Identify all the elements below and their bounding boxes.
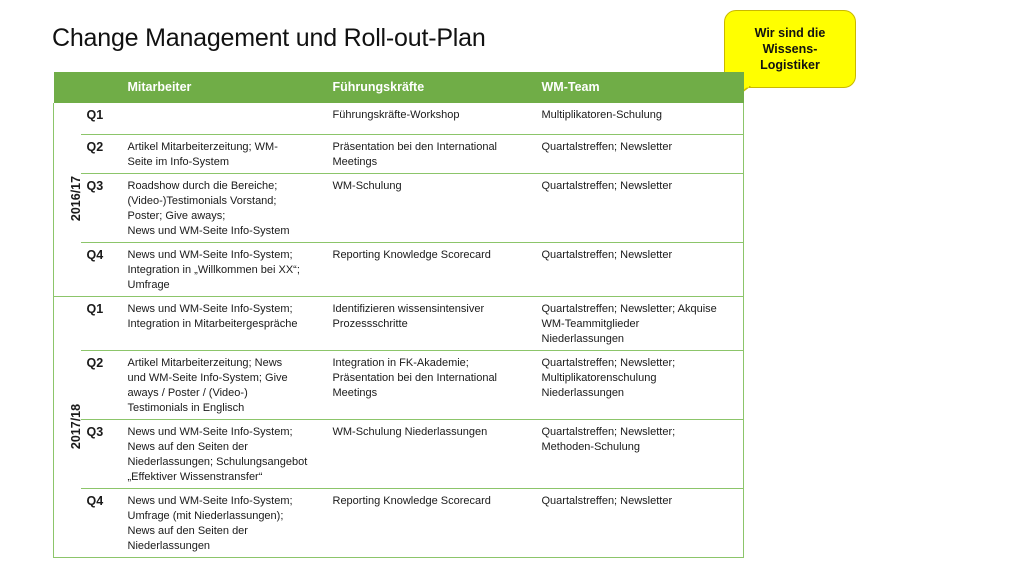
quarter-label: Q4 [81,242,123,296]
quarter-label: Q3 [81,419,123,488]
cell-mitarbeiter: Artikel Mitarbeiterzeitung; News und WM-Seite Info-System; Give aways / Poster / (Video-) Testimonials in Englisch [123,350,328,419]
year-label: 2016/17 [69,176,84,222]
header-fuehrungskraefte: Führungskräfte [328,72,537,103]
cell-mitarbeiter: Roadshow durch die Bereiche; (Video-)Testimonials Vorstand; Poster; Give aways; News und WM-Seite Info-System [123,173,328,242]
cell-fuehrungskraefte: Führungskräfte-Workshop [328,103,537,134]
cell-fuehrungskraefte: Präsentation bei den International Meetings [328,134,537,173]
cell-wm-team: Quartalstreffen; Newsletter [537,242,744,296]
cell-wm-team: Quartalstreffen; Newsletter [537,173,744,242]
cell-fuehrungskraefte: WM-Schulung Niederlassungen [328,419,537,488]
callout-text: Wir sind die Wissens-Logistiker [754,26,826,72]
cell-wm-team: Multiplikatoren-Schulung [537,103,744,134]
table-row [54,242,744,296]
cell-mitarbeiter: News und WM-Seite Info-System; News auf den Seiten der Niederlassungen; Schulungsangebot „Effektiver Wissenstransfer“ [123,419,328,488]
quarter-label: Q3 [81,173,123,242]
table-row [54,488,744,557]
cell-mitarbeiter: Artikel Mitarbeiterzeitung; WM- Seite im Info-System [123,134,328,173]
header-year-spacer [54,72,81,103]
cell-mitarbeiter: News und WM-Seite Info-System; Integration in Mitarbeitergespräche [123,296,328,350]
cell-wm-team: Quartalstreffen; Newsletter [537,488,744,557]
quarter-label: Q2 [81,350,123,419]
cell-mitarbeiter: News und WM-Seite Info-System; Integration in „Willkommen bei XX“; Umfrage [123,242,328,296]
cell-fuehrungskraefte: Reporting Knowledge Scorecard [328,242,537,296]
header-wm-team: WM-Team [537,72,744,103]
cell-fuehrungskraefte: Reporting Knowledge Scorecard [328,488,537,557]
cell-wm-team: Quartalstreffen; Newsletter [537,134,744,173]
header-quarter-spacer [81,72,123,103]
cell-mitarbeiter: News und WM-Seite Info-System; Umfrage (mit Niederlassungen); News auf den Seiten der Niederlassungen [123,488,328,557]
table-row [54,419,744,488]
year-label: 2017/18 [69,403,84,449]
table-header-row [54,72,744,103]
quarter-label: Q2 [81,134,123,173]
cell-wm-team: Quartalstreffen; Newsletter; Akquise WM-Teammitglieder Niederlassungen [537,296,744,350]
page-title: Change Management und Roll-out-Plan [52,24,486,52]
cell-fuehrungskraefte: Identifizieren wissensintensiver Prozessschritte [328,296,537,350]
cell-fuehrungskraefte: Integration in FK-Akademie; Präsentation bei den International Meetings [328,350,537,419]
quarter-label: Q1 [81,103,123,134]
table-row [54,173,744,242]
header-mitarbeiter: Mitarbeiter [123,72,328,103]
quarter-label: Q4 [81,488,123,557]
table-row [54,103,744,134]
table-row [54,134,744,173]
cell-wm-team: Quartalstreffen; Newsletter; Methoden-Schulung [537,419,744,488]
cell-mitarbeiter [123,103,328,134]
cell-fuehrungskraefte: WM-Schulung [328,173,537,242]
year-cell-2016-17 [54,103,84,296]
rollout-plan-table [53,72,744,558]
table-row [54,296,744,350]
year-cell-2017-18 [54,296,84,557]
table-row [54,350,744,419]
quarter-label: Q1 [81,296,123,350]
cell-wm-team: Quartalstreffen; Newsletter; Multiplikatorenschulung Niederlassungen [537,350,744,419]
